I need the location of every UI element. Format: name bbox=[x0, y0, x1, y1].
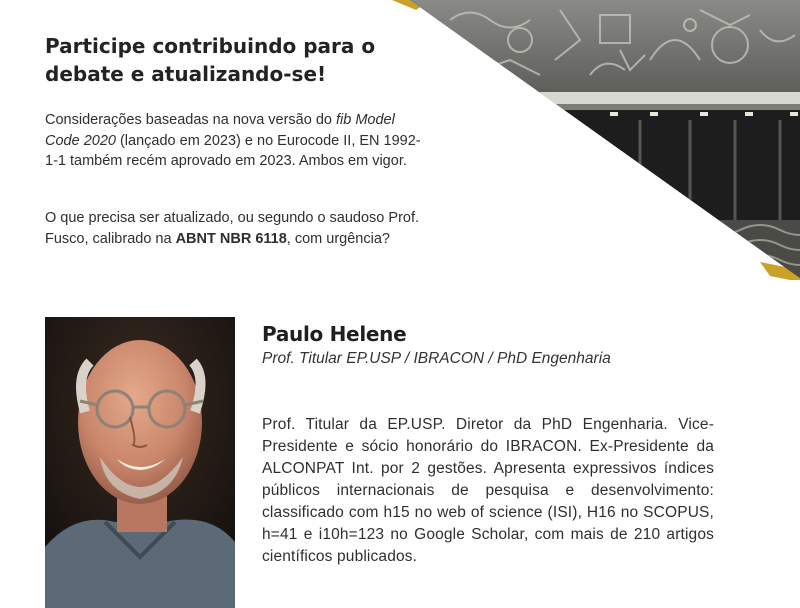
intro-paragraph: Considerações baseadas na nova versão do fib Model Code 2020 (lançado em 2023) e no Eurocode II, EN 1992-1-1 também recém aprovado em 2023. Ambos em vigor. bbox=[45, 112, 421, 169]
portrait-graphic bbox=[45, 317, 235, 608]
headline: Participe contribuindo para o debate e atualizando-se! bbox=[45, 34, 376, 86]
model-code-title: fib Model Code 2020 bbox=[45, 112, 395, 149]
speaker-role: Prof. Titular EP.USP / IBRACON / PhD Engenharia bbox=[262, 350, 611, 367]
speaker-photo bbox=[45, 317, 235, 608]
speaker-name: Paulo Helene bbox=[262, 322, 407, 346]
speaker-bio: Prof. Titular da EP.USP. Diretor da PhD Engenharia. Vice-Presidente e sócio honorário do IBRACON. Ex-Presidente da ALCONPAT Int. por 2 gestões. Apresenta expressivos índices públicos internacionais de pesquisa e desenvolvimento: classificado com h15 no web of science (ISI), H16 no SCOPUS, h=41 e i10h=123 no Google Scholar, com mais de 210 artigos científicos publicados. bbox=[262, 416, 714, 565]
standard-name: ABNT NBR 6118 bbox=[175, 230, 287, 247]
question-paragraph: O que precisa ser atualizado, ou segundo o saudoso Prof. Fusco, calibrado na ABNT NBR 6118, com urgência? bbox=[45, 210, 420, 247]
